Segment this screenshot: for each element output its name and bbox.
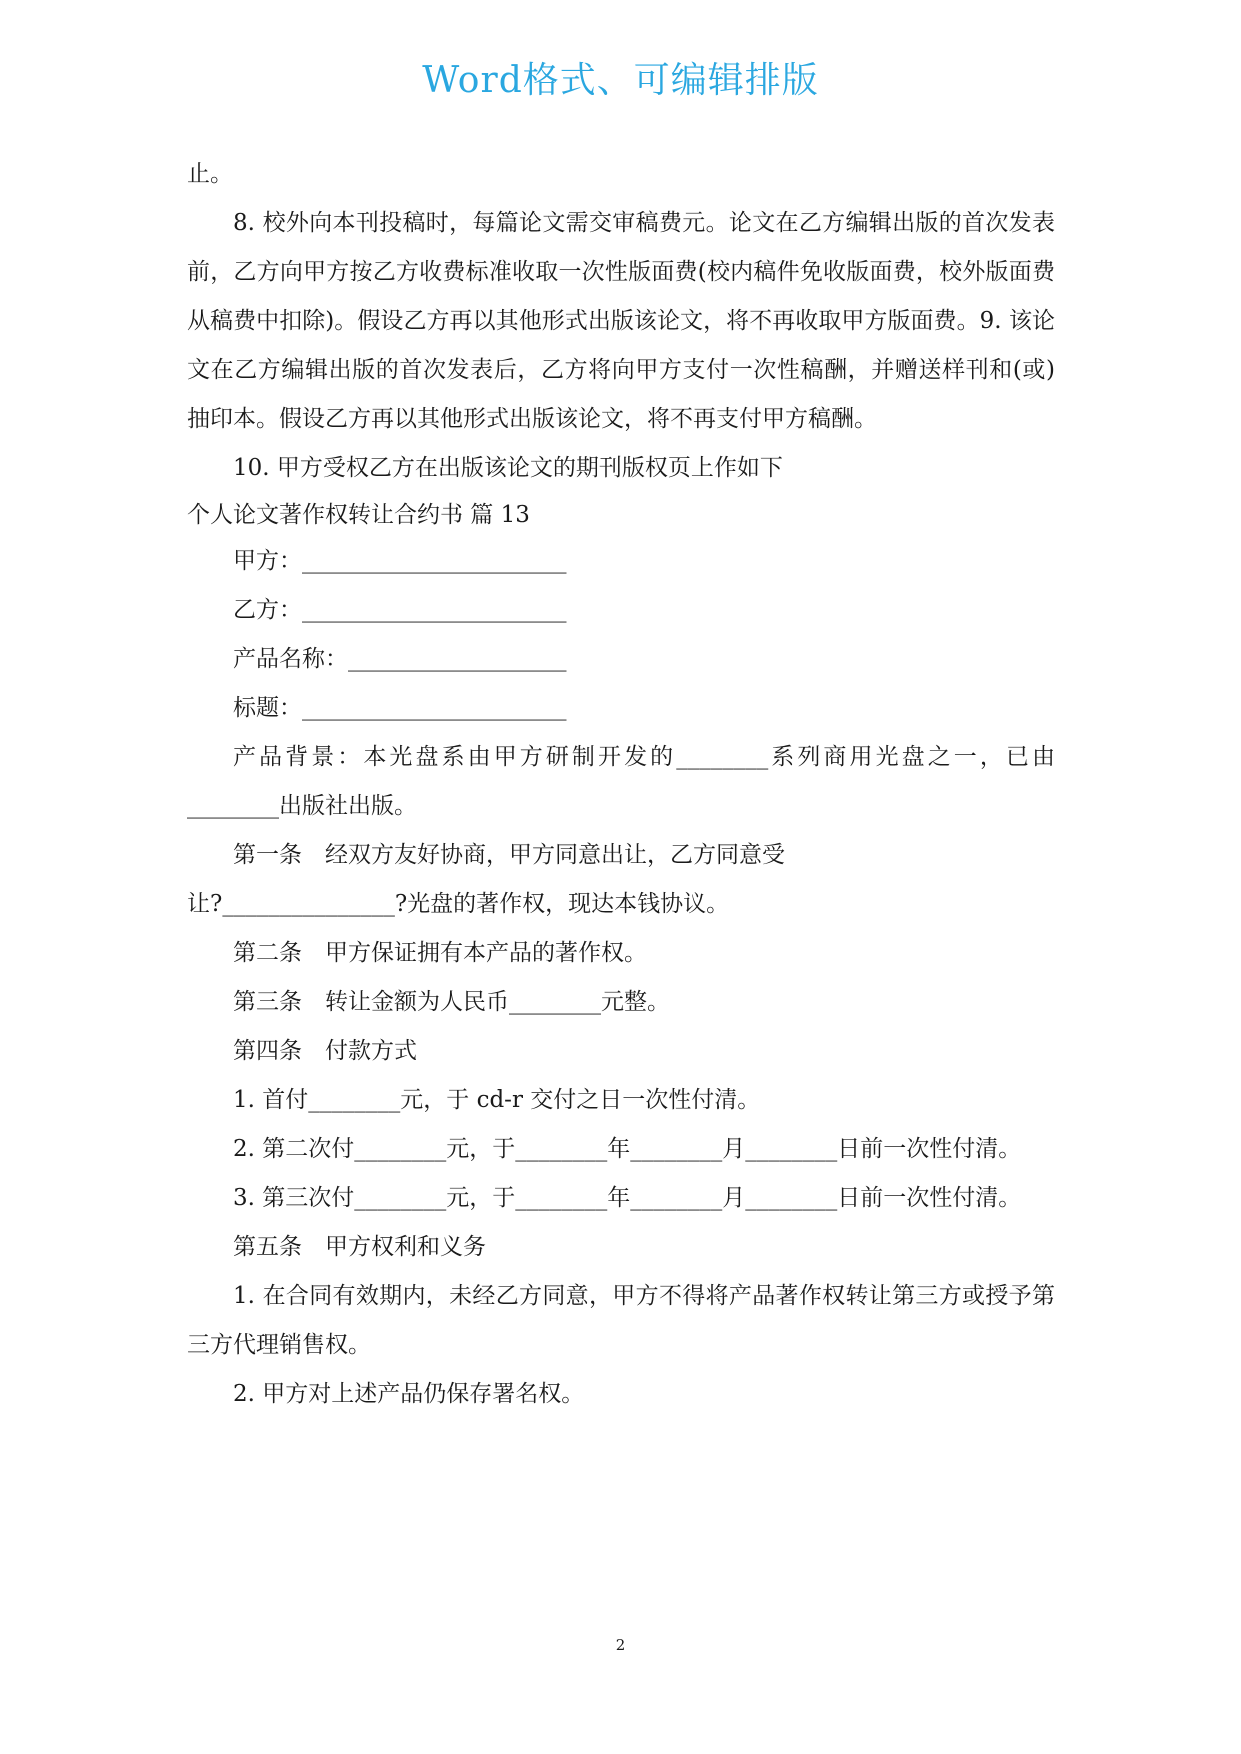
form-field-product-name: 产品名称：___________________ xyxy=(233,646,567,672)
form-field-party-b: 乙方：_______________________ xyxy=(233,597,567,623)
form-field-party-a: 甲方：_______________________ xyxy=(233,548,567,574)
form-field-title: 标题：_______________________ xyxy=(233,695,567,721)
paragraph: 10. 甲方受权乙方在出版该论文的期刊版权页上作如下 xyxy=(233,455,783,481)
article-heading: 第三条 转让金额为人民币________元整。 xyxy=(233,989,670,1015)
article-heading: 第一条 经双方友好协商，甲方同意出让，乙方同意受 xyxy=(233,842,785,868)
article-heading: 第二条 甲方保证拥有本产品的著作权。 xyxy=(233,940,647,966)
page-number: 2 xyxy=(615,1636,626,1654)
article-heading: 第四条 付款方式 xyxy=(233,1038,417,1064)
list-item: 3. 第三次付________元，于________年________月________日前一次性付清。 xyxy=(233,1185,1022,1211)
list-item: 2. 甲方对上述产品仍保存署名权。 xyxy=(233,1381,585,1407)
list-item: 2. 第二次付________元，于________年________月________日前一次性付清。 xyxy=(233,1136,1022,1162)
paragraph: 8. 校外向本刊投稿时，每篇论文需交审稿费元。论文在乙方编辑出版的首次发表前，乙方向甲方按乙方收费标准收取一次性版面费(校内稿件免收版面费，校外版面费从稿费中扣除)。假设乙方再以其他形式出版该论文，将不再收取甲方版面费。9. 该论文在乙方编辑出版的首次发表后，乙方将向甲方支付一次性稿酬，并赠送样刊和(或)抽印本。假设乙方再以其他形式出版该论文，将不再支付甲方稿酬。 xyxy=(187,210,1055,432)
section-heading: 个人论文著作权转让合约书 篇 13 xyxy=(187,502,530,528)
list-item: 1. 首付________元，于 cd-r 交付之日一次性付清。 xyxy=(233,1087,761,1113)
paragraph: 止。 xyxy=(187,161,233,187)
list-item: 1. 在合同有效期内，未经乙方同意，甲方不得将产品著作权转让第三方或授予第三方代理销售权。 xyxy=(187,1283,1055,1358)
article-heading: 第五条 甲方权利和义务 xyxy=(233,1234,486,1260)
paragraph: 产品背景：本光盘系由甲方研制开发的________系列商用光盘之一，已由________出版社出版。 xyxy=(187,744,1055,819)
document-header-title: Word格式、可编辑排版 xyxy=(422,60,819,101)
paragraph: 让?_______________?光盘的著作权，现达本钱协议。 xyxy=(187,891,730,917)
document-body xyxy=(187,150,1055,1419)
